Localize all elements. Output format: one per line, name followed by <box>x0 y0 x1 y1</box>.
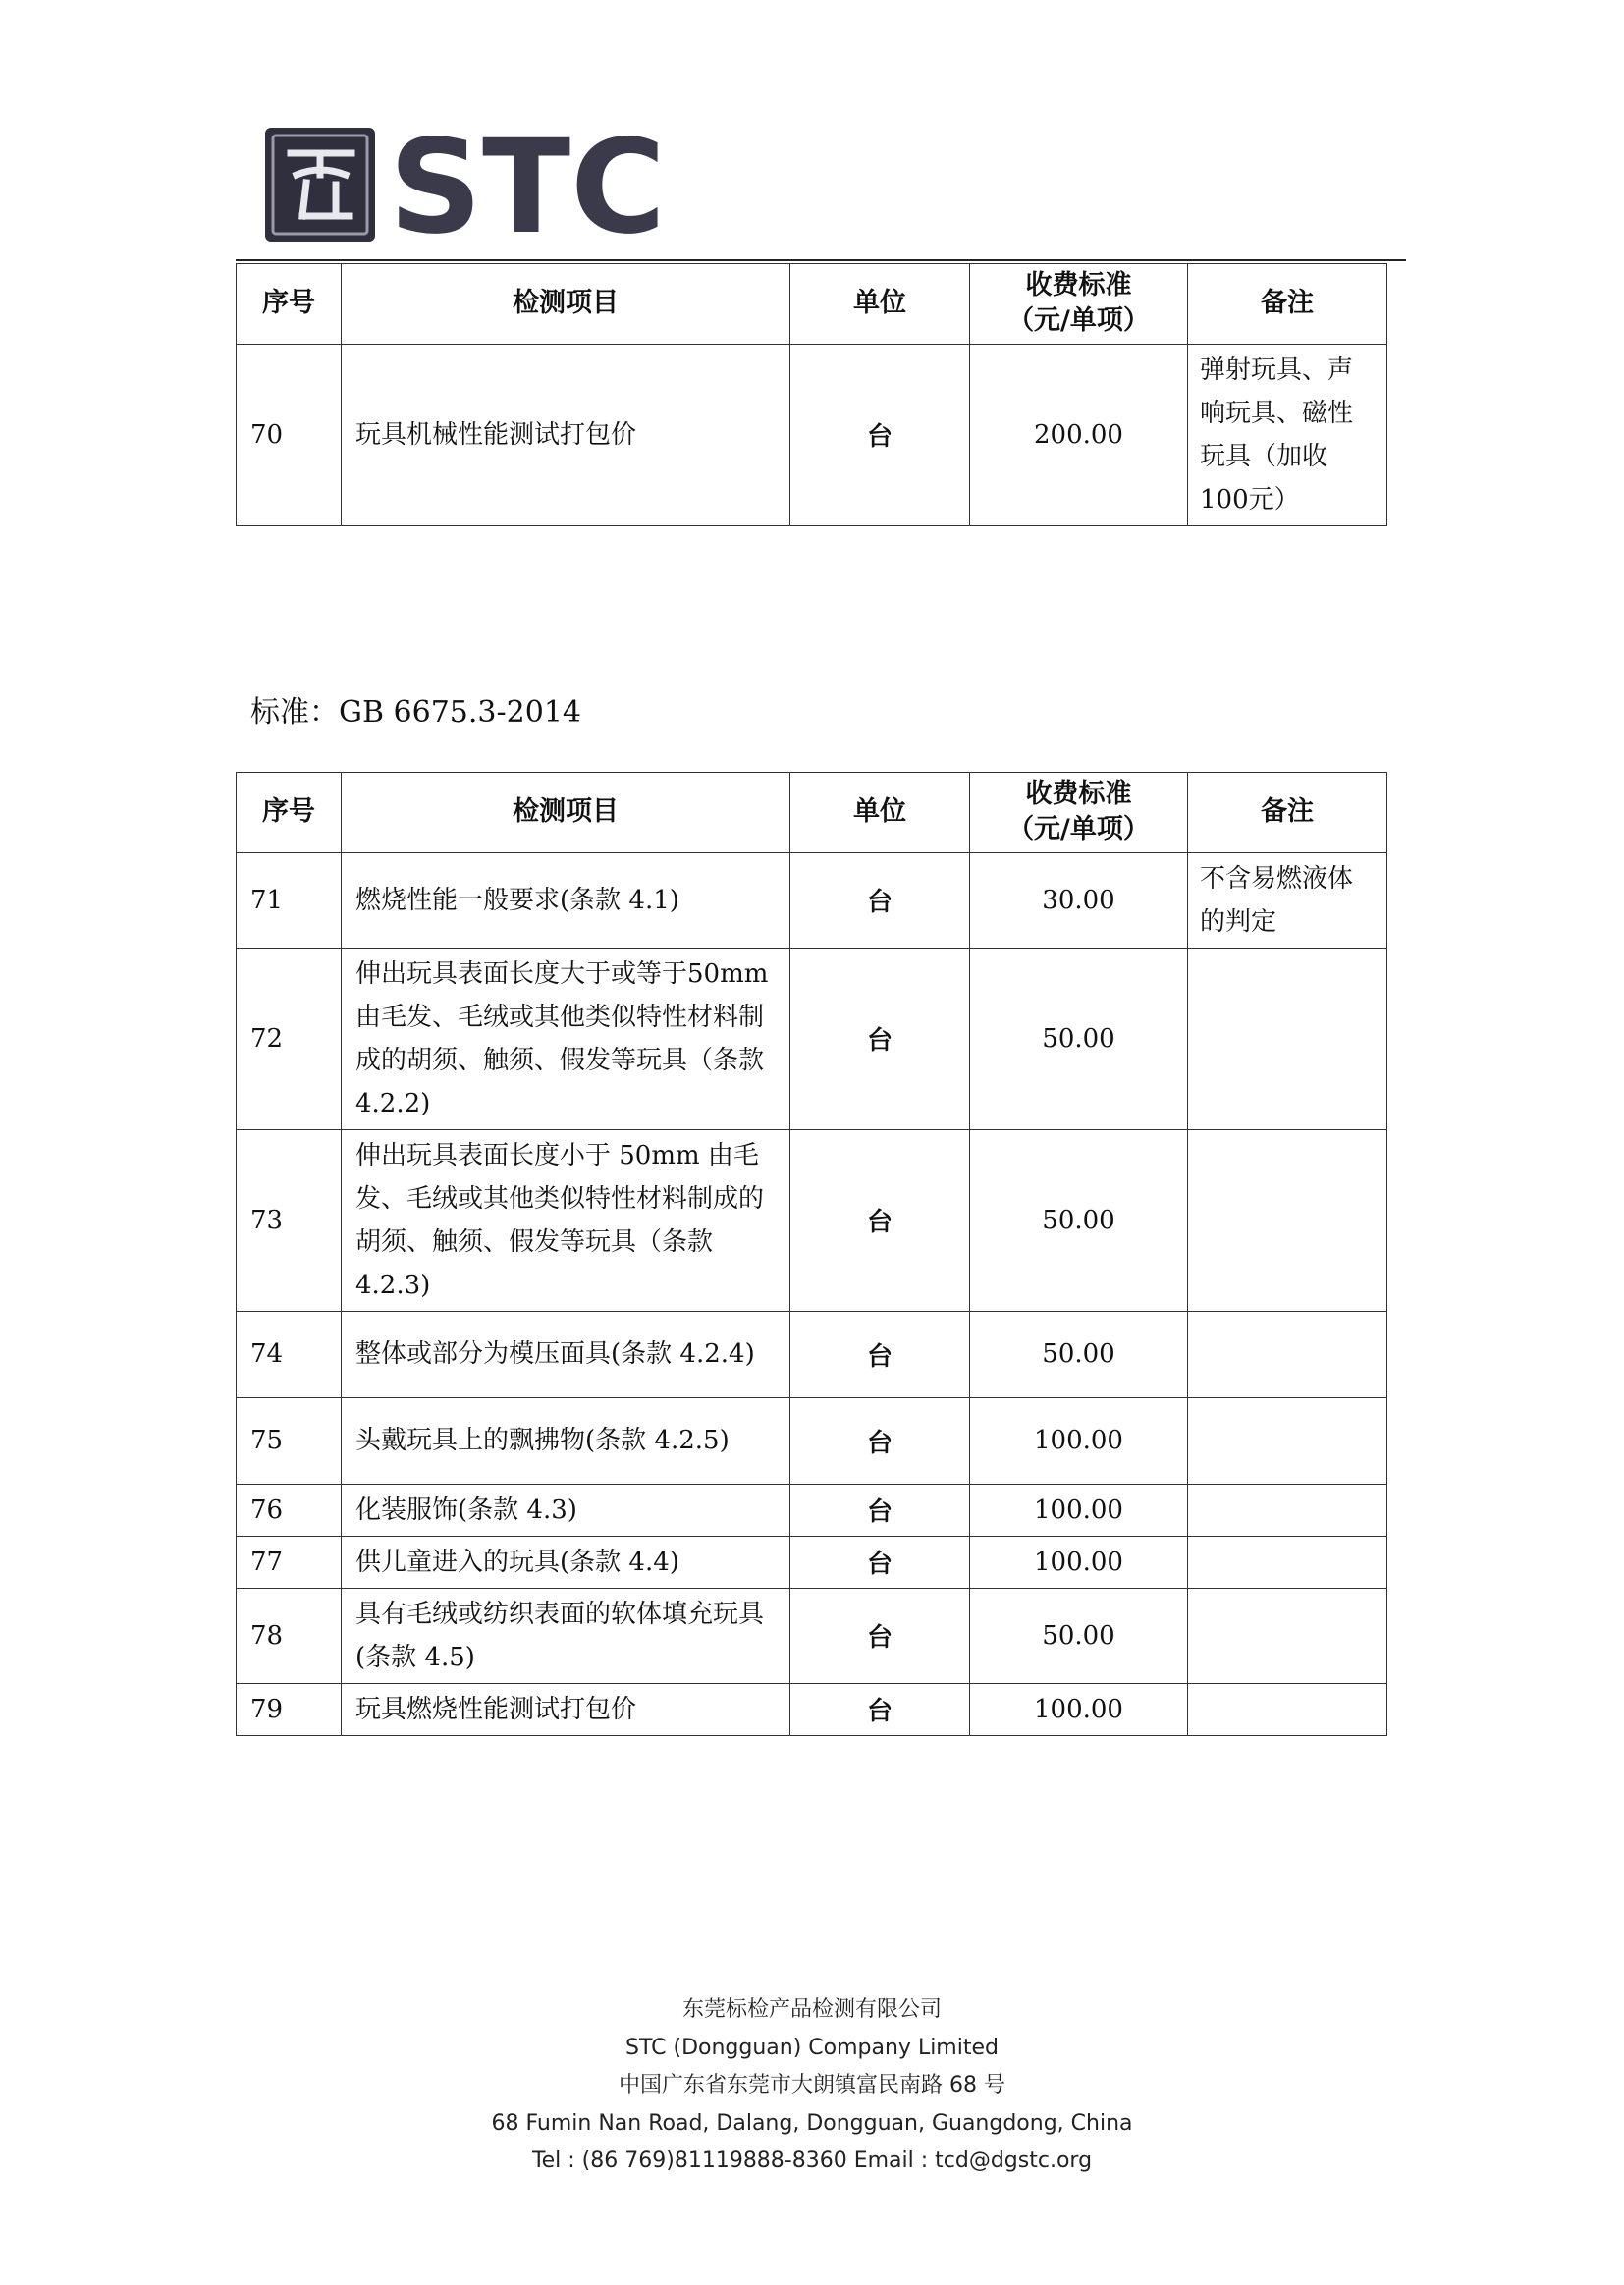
table-row <box>237 1683 1387 1735</box>
row-no: 76 <box>237 1484 342 1536</box>
row-unit: 台 <box>790 1588 970 1683</box>
table-row <box>237 1536 1387 1588</box>
row-item: 供儿童进入的玩具(条款 4.4) <box>342 1536 790 1588</box>
row-no: 74 <box>237 1311 342 1397</box>
row-unit: 台 <box>790 1397 970 1484</box>
row-item: 伸出玩具表面长度小于 50mm 由毛发、毛绒或其他类似特性材料制成的胡须、触须、假发等玩具（条款 4.2.3) <box>342 1129 790 1311</box>
page-footer <box>0 1991 1624 2181</box>
header-unit: 单位 <box>790 773 970 853</box>
header-fee: 收费标准 （元/单项） <box>970 773 1188 853</box>
logo-emblem <box>265 128 375 242</box>
row-no: 75 <box>237 1397 342 1484</box>
row-item: 头戴玩具上的飘拂物(条款 4.2.5) <box>342 1397 790 1484</box>
fee-table-1 <box>236 263 1387 526</box>
row-no: 73 <box>237 1129 342 1311</box>
row-no: 77 <box>237 1536 342 1588</box>
row-note: 不含易燃液体的判定 <box>1188 852 1387 948</box>
row-fee: 50.00 <box>970 1129 1188 1311</box>
row-note <box>1188 1129 1387 1311</box>
footer-company-en: STC (Dongguan) Company Limited <box>625 2035 999 2060</box>
row-no: 70 <box>237 344 342 525</box>
row-no: 72 <box>237 948 342 1129</box>
row-unit: 台 <box>790 1536 970 1588</box>
fee-table-2 <box>236 772 1387 1736</box>
row-fee: 100.00 <box>970 1683 1188 1735</box>
header-fee: 收费标准 （元/单项） <box>970 264 1188 345</box>
standard-label: 标准：GB 6675.3-2014 <box>250 695 582 730</box>
row-no: 79 <box>237 1683 342 1735</box>
footer-company-cn: 东莞标检产品检测有限公司 <box>681 1997 942 2022</box>
row-note <box>1188 1484 1387 1536</box>
footer-contact: Tel : (86 769)81119888-8360 Email : tcd@dgstc.org <box>531 2149 1093 2173</box>
table-row <box>237 1311 1387 1397</box>
row-no: 71 <box>237 852 342 948</box>
row-note <box>1188 1397 1387 1484</box>
footer-address-en: 68 Fumin Nan Road, Dalang, Dongguan, Guangdong, China <box>491 2110 1133 2136</box>
row-fee: 100.00 <box>970 1397 1188 1484</box>
header-unit: 单位 <box>790 264 970 345</box>
row-note <box>1188 1536 1387 1588</box>
row-unit: 台 <box>790 1683 970 1735</box>
table-row <box>237 344 1387 525</box>
row-unit: 台 <box>790 852 970 948</box>
row-unit: 台 <box>790 1311 970 1397</box>
row-note: 弹射玩具、声响玩具、磁性玩具（加收100元） <box>1188 344 1387 525</box>
row-note <box>1188 1683 1387 1735</box>
row-unit: 台 <box>790 1484 970 1536</box>
row-item: 玩具燃烧性能测试打包价 <box>342 1683 790 1735</box>
row-unit: 台 <box>790 344 970 525</box>
row-item: 具有毛绒或纺织表面的软体填充玩具(条款 4.5) <box>342 1588 790 1683</box>
row-item: 玩具机械性能测试打包价 <box>342 344 790 525</box>
header-rule <box>236 259 1406 261</box>
table-row <box>237 1588 1387 1683</box>
table-row <box>237 1484 1387 1536</box>
header-item: 检测项目 <box>342 264 790 345</box>
table-header-row <box>237 264 1387 345</box>
row-item: 整体或部分为模压面具(条款 4.2.4) <box>342 1311 790 1397</box>
row-no: 78 <box>237 1588 342 1683</box>
row-note <box>1188 1588 1387 1683</box>
stc-logo <box>263 126 705 244</box>
row-fee: 30.00 <box>970 852 1188 948</box>
row-item: 燃烧性能一般要求(条款 4.1) <box>342 852 790 948</box>
header-no: 序号 <box>237 773 342 853</box>
header-item: 检测项目 <box>342 773 790 853</box>
row-unit: 台 <box>790 1129 970 1311</box>
row-fee: 100.00 <box>970 1536 1188 1588</box>
row-unit: 台 <box>790 948 970 1129</box>
table-header-row <box>237 773 1387 853</box>
table-row <box>237 1129 1387 1311</box>
logo-text: STC <box>389 126 666 244</box>
table-row <box>237 948 1387 1129</box>
row-note <box>1188 948 1387 1129</box>
header-note: 备注 <box>1188 264 1387 345</box>
row-note <box>1188 1311 1387 1397</box>
row-fee: 50.00 <box>970 1311 1188 1397</box>
row-fee: 50.00 <box>970 1588 1188 1683</box>
footer-address-cn: 中国广东省东莞市大朗镇富民南路 68 号 <box>619 2073 1005 2097</box>
header-note: 备注 <box>1188 773 1387 853</box>
header-no: 序号 <box>237 264 342 345</box>
table-row <box>237 852 1387 948</box>
row-fee: 100.00 <box>970 1484 1188 1536</box>
row-fee: 200.00 <box>970 344 1188 525</box>
row-item: 化装服饰(条款 4.3) <box>342 1484 790 1536</box>
row-item: 伸出玩具表面长度大于或等于50mm 由毛发、毛绒或其他类似特性材料制成的胡须、触须、假发等玩具（条款 4.2.2) <box>342 948 790 1129</box>
row-fee: 50.00 <box>970 948 1188 1129</box>
table-row <box>237 1397 1387 1484</box>
